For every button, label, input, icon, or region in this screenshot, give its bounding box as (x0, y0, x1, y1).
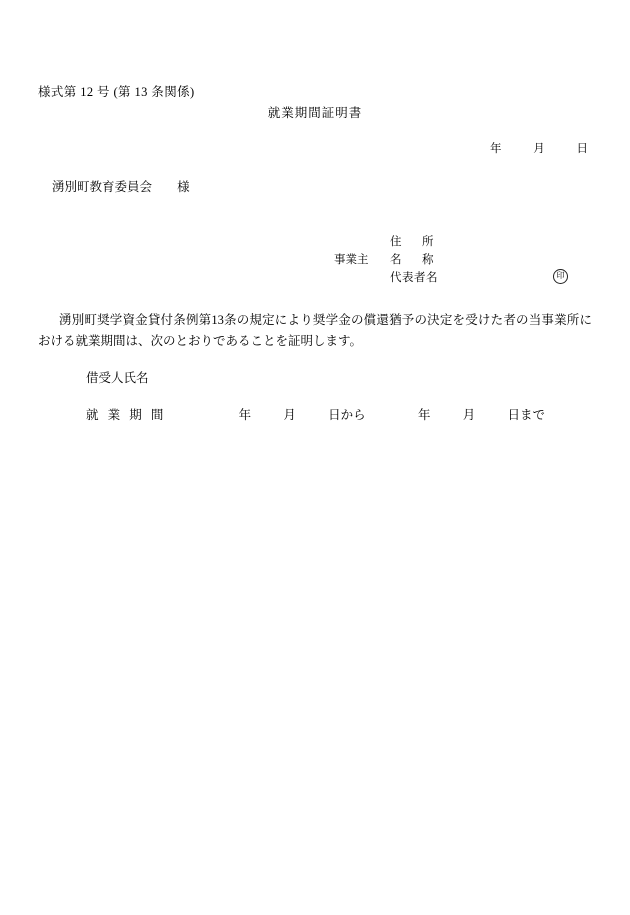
issuer-name-label: 名 (390, 254, 402, 266)
issuer-business-label: 事業主 (334, 254, 369, 266)
document-title: 就業期間証明書 (267, 106, 363, 120)
borrower-name-label: 借受人氏名 (86, 371, 149, 385)
date-year: 年 (490, 143, 502, 155)
period-end-year: 年 (417, 408, 431, 422)
issuer-name-field (390, 251, 434, 269)
addressee-honorific: 様 (177, 180, 190, 194)
period-start-month: 月 (283, 408, 296, 422)
employment-period-label: 就 業 期 間 (86, 408, 167, 422)
employment-period-row (86, 405, 545, 423)
date-day: 日 (576, 143, 588, 155)
period-end-month: 月 (462, 408, 476, 422)
issuer-address-label: 住 (390, 236, 402, 248)
period-end-day: 日まで (507, 408, 545, 422)
period-start-day: 日から (328, 408, 366, 422)
issuer-address-row (334, 233, 438, 251)
date-month: 月 (533, 143, 545, 155)
issuer-representative-label: 代表者名 (390, 272, 438, 284)
issuer-name-row (334, 251, 438, 269)
issuer-name-value: 称 (422, 254, 434, 266)
issuer-address-value: 所 (422, 236, 434, 248)
period-start-year: 年 (238, 408, 252, 422)
addressee-name: 湧別町教育委員会 (52, 180, 153, 194)
body-text: 湧別町奨学資金貸付条例第13条の規定により奨学金の償還猶予の決定を受けた者の当事業所における就業期間は、次のとおりであることを証明します。 (38, 313, 592, 348)
addressee (52, 177, 190, 195)
seal-icon: 印 (553, 269, 568, 284)
form-number: 様式第 12 号 (第 13 条関係) (38, 85, 195, 99)
issuer-block (334, 233, 438, 287)
issuer-address-field (390, 233, 434, 251)
issuer-representative-row (334, 269, 438, 287)
date-line (0, 140, 588, 156)
